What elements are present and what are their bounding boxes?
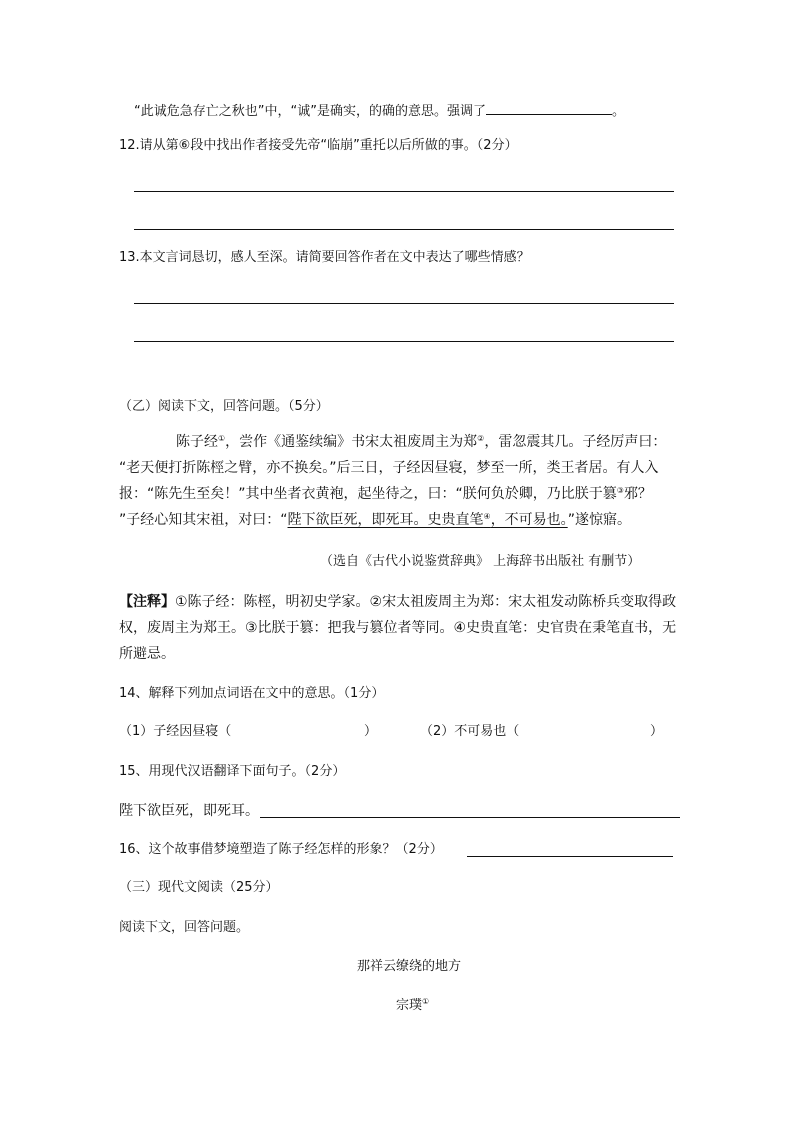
notes-text: ①陈子经：陈桱，明初史学家。②宋太祖废周主为郑：宋太祖发动陈桥兵变取得政 (175, 594, 677, 610)
footnote-marker-1: ① (218, 434, 226, 443)
q13-answer-line-1[interactable] (134, 303, 674, 304)
q16-question: 16、这个故事借梦境塑造了陈子经怎样的形象？（2分） (119, 842, 443, 857)
passage-text: 邪？ (623, 486, 652, 502)
article-title: 那祥云缭绕的地方 (357, 959, 462, 974)
q16-answer-line[interactable] (467, 856, 673, 857)
q14-item-2-label: （2）不可易也（ (420, 724, 520, 739)
notes-label: 【注释】 (119, 594, 175, 610)
footnote-marker-4: ④ (483, 512, 491, 521)
section-c-instruction: 阅读下文，回答问题。 (119, 920, 250, 935)
q14-item-2-answer-space[interactable] (526, 722, 646, 742)
q11-answer-blank[interactable] (486, 100, 612, 115)
author-footnote-marker: ① (422, 997, 430, 1006)
passage-text: 陈子经 (176, 434, 218, 450)
q14-item-1-close: ） (364, 724, 378, 739)
q11-answer-line (134, 100, 625, 122)
notes-line-2: 权，废周主为郑王。③比朕于篡：把我与篡位者等同。④史贵直笔：史官贵在秉笔直书，无 (119, 620, 677, 636)
passage-text: ”遂惊寤。 (567, 512, 631, 528)
passage-source: （选自《古代小说鉴赏辞典》 上海辞书出版社 有删节） (320, 554, 641, 569)
section-b-heading: （乙）阅读下文，回答问题。（5分） (119, 399, 329, 414)
passage-line-3 (119, 484, 652, 504)
author-name: 宗璞 (396, 998, 423, 1013)
q14-question: 14、解释下列加点词语在文中的意思。（1分） (119, 686, 385, 701)
q11-text: “此诚危急存亡之秋也”中，“诚”是确实，的确的意思。强调了 (134, 104, 486, 119)
q15-answer-line[interactable] (260, 817, 680, 818)
q15-sentence: 陛下欲臣死，即死耳。 (119, 803, 259, 819)
q14-item-2-close: ） (650, 724, 664, 739)
passage-text: ，尝作《通鉴续编》书宋太祖废周主为郑 (225, 434, 478, 450)
passage-text: 报：“陈先生至矣！”其中坐者衣黄袍，起坐待之，曰：“朕何负於卿，乃比朕于篡 (119, 486, 617, 502)
section-c-heading: （三）现代文阅读（25分） (119, 880, 279, 895)
q13-question: 13.本文言词恳切，感人至深。请简要回答作者在文中表达了哪些情感？ (119, 250, 530, 265)
underlined-text: ，不可易也。 (490, 512, 568, 528)
q14-item-2 (420, 722, 519, 742)
q14-item-1 (119, 722, 231, 742)
q14-item-1-label: （1）子经因昼寝（ (119, 724, 232, 739)
q12-answer-line-2[interactable] (134, 229, 674, 230)
article-author (396, 996, 429, 1016)
q12-answer-line-1[interactable] (134, 191, 674, 192)
q13-answer-line-2[interactable] (134, 341, 674, 342)
underlined-text: 陛下欲臣死，即死耳。史贵直笔 (287, 512, 484, 528)
notes-line-3: 所避忌。 (119, 646, 175, 662)
passage-text: ，雷忽震其几。子经厉声曰： (484, 434, 667, 450)
passage-line-4 (119, 510, 631, 530)
footnote-marker-3: ③ (616, 486, 624, 495)
q11-end-punct: 。 (611, 104, 625, 119)
q14-item-1-answer-space[interactable] (240, 722, 360, 742)
underlined-sentence (288, 512, 568, 528)
passage-line-2: “老天便打折陈桱之臂，亦不换矣。”后三日，子经因昼寝，梦至一所，类王者居。有人入 (119, 460, 659, 476)
q15-question: 15、用现代汉语翻译下面句子。（2分） (119, 764, 346, 779)
notes-line-1 (119, 592, 676, 612)
q12-question: 12.请从第⑥段中找出作者接受先帝“临崩”重托以后所做的事。（2分） (119, 138, 518, 153)
passage-line-1 (176, 432, 666, 452)
footnote-marker-2: ② (477, 434, 485, 443)
passage-text: ”子经心知其宋祖，对曰：“ (119, 512, 288, 528)
